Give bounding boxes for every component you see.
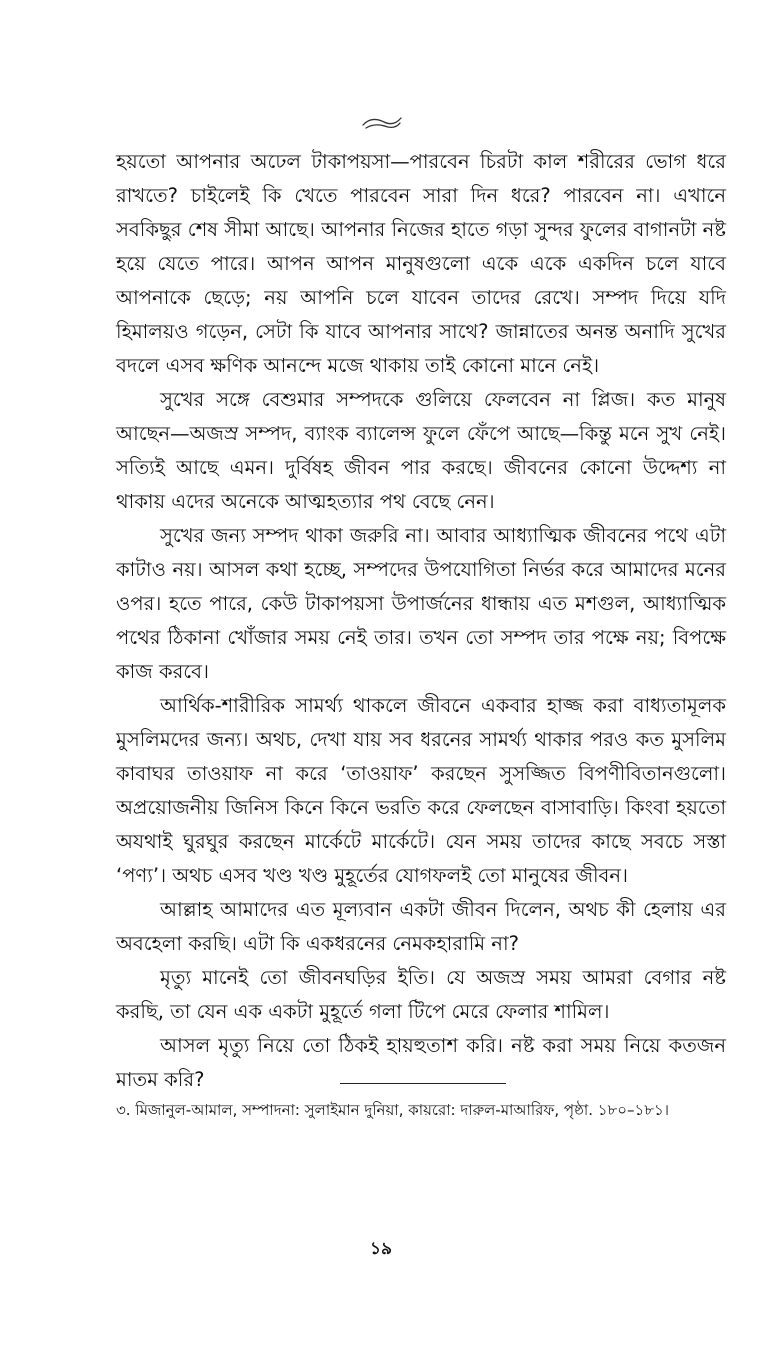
- paragraph: আসল মৃত্যু নিয়ে তো ঠিকই হায়হুতাশ করি। নষ্ট করা সময় নিয়ে কতজন মাতম করি?: [116, 1034, 726, 1091]
- tilde-flourish-icon: [360, 112, 404, 134]
- paragraph: সুখের সঙ্গে বেশুমার সম্পদকে গুলিয়ে ফেলবেন না প্লিজ। কত মানুষ আছেন—অজস্র সম্পদ, ব্যাংক ব্যালেন্স ফুলে ফেঁপে আছে—কিন্তু মনে সুখ নেই। সত্যিই আছে এমন। দুর্বিষহ জীবন পার করছে। জীবনের কোনো উদ্দেশ্য না থাকায় এদের অনেকে আত্মহত্যার পথ বেছে নেন।: [116, 388, 726, 513]
- paragraph: সুখের জন্য সম্পদ থাকা জরুরি না। আবার আধ্যাত্মিক জীবনের পথে এটা কাটাও নয়। আসল কথা হচ্ছে, সম্পদের উপযোগিতা নির্ভর করে আমাদের মনের ওপর। হতে পারে, কেউ টাকাপয়সা উপার্জনের ধান্ধায় এত মশগুল, আধ্যাত্মিক পথের ঠিকানা খোঁজার সময় নেই তার। তখন তো সম্পদ তার পক্ষে নয়; বিপক্ষে কাজ করবে।: [116, 524, 726, 683]
- paragraph: আল্লাহ আমাদের এত মূল্যবান একটা জীবন দিলেন, অথচ কী হেলায় এর অবহেলা করছি। এটা কি একধরনের নেমকহারামি না?: [116, 898, 726, 955]
- body-text: [116, 145, 726, 1097]
- paragraph: হয়তো আপনার অঢেল টাকাপয়সা—পারবেন চিরটা কাল শরীরের ভোগ ধরে রাখতে? চাইলেই কি খেতে পারবেন সারা দিন ধরে? পারবেন না। এখানে সবকিছুর শেষ সীমা আছে। আপনার নিজের হাতে গড়া সুন্দর ফুলের বাগানটা নষ্ট হয়ে যেতে পারে। আপন আপন মানুষগুলো একে একে একদিন চলে যাবে আপনাকে ছেড়ে; নয় আপনি চলে যাবেন তাদের রেখে। সম্পদ দিয়ে যদি হিমালয়ও গড়েন, সেটা কি যাবে আপনার সাথে? জান্নাতের অনন্ত অনাদি সুখের বদলে এসব ক্ষণিক আনন্দে মজে থাকায় তাই কোনো মানে নেই।: [116, 150, 726, 377]
- footnote: ৩. মিজানুল-আমাল, সম্পাদনা: সুলাইমান দুনিয়া, কায়রো: দারুল-মাআরিফ, পৃষ্ঠা. ১৮০–১৮১।: [116, 1101, 670, 1119]
- paragraph: আর্থিক-শারীরিক সামর্থ্য থাকলে জীবনে একবার হাজ্জ করা বাধ্যতামূলক মুসলিমদের জন্য। অথচ, দেখা যায় সব ধরনের সামর্থ্য থাকার পরও কত মুসলিম কাবাঘর তাওয়াফ না করে ‘তাওয়াফ’ করছেন সুসজ্জিত বিপণীবিতানগুলো। অপ্রয়োজনীয় জিনিস কিনে কিনে ভরতি করে ফেলছেন বাসাবাড়ি। কিংবা হয়তো অযথাই ঘুরঘুর করছেন মার্কেটে মার্কেটে। যেন সময় তাদের কাছে সবচে সস্তা ‘পণ্য’। অথচ এসব খণ্ড খণ্ড মুহূর্তের যোগফলই তো মানুষের জীবন।: [116, 694, 726, 887]
- paragraph: মৃত্যু মানেই তো জীবনঘড়ির ইতি। যে অজস্র সময় আমরা বেগার নষ্ট করছি, তা যেন এক একটা মুহূর্তে গলা টিপে মেরে ফেলার শামিল।: [116, 966, 726, 1023]
- footnote-divider: [340, 1083, 506, 1084]
- page-number: ১৯: [369, 1239, 393, 1259]
